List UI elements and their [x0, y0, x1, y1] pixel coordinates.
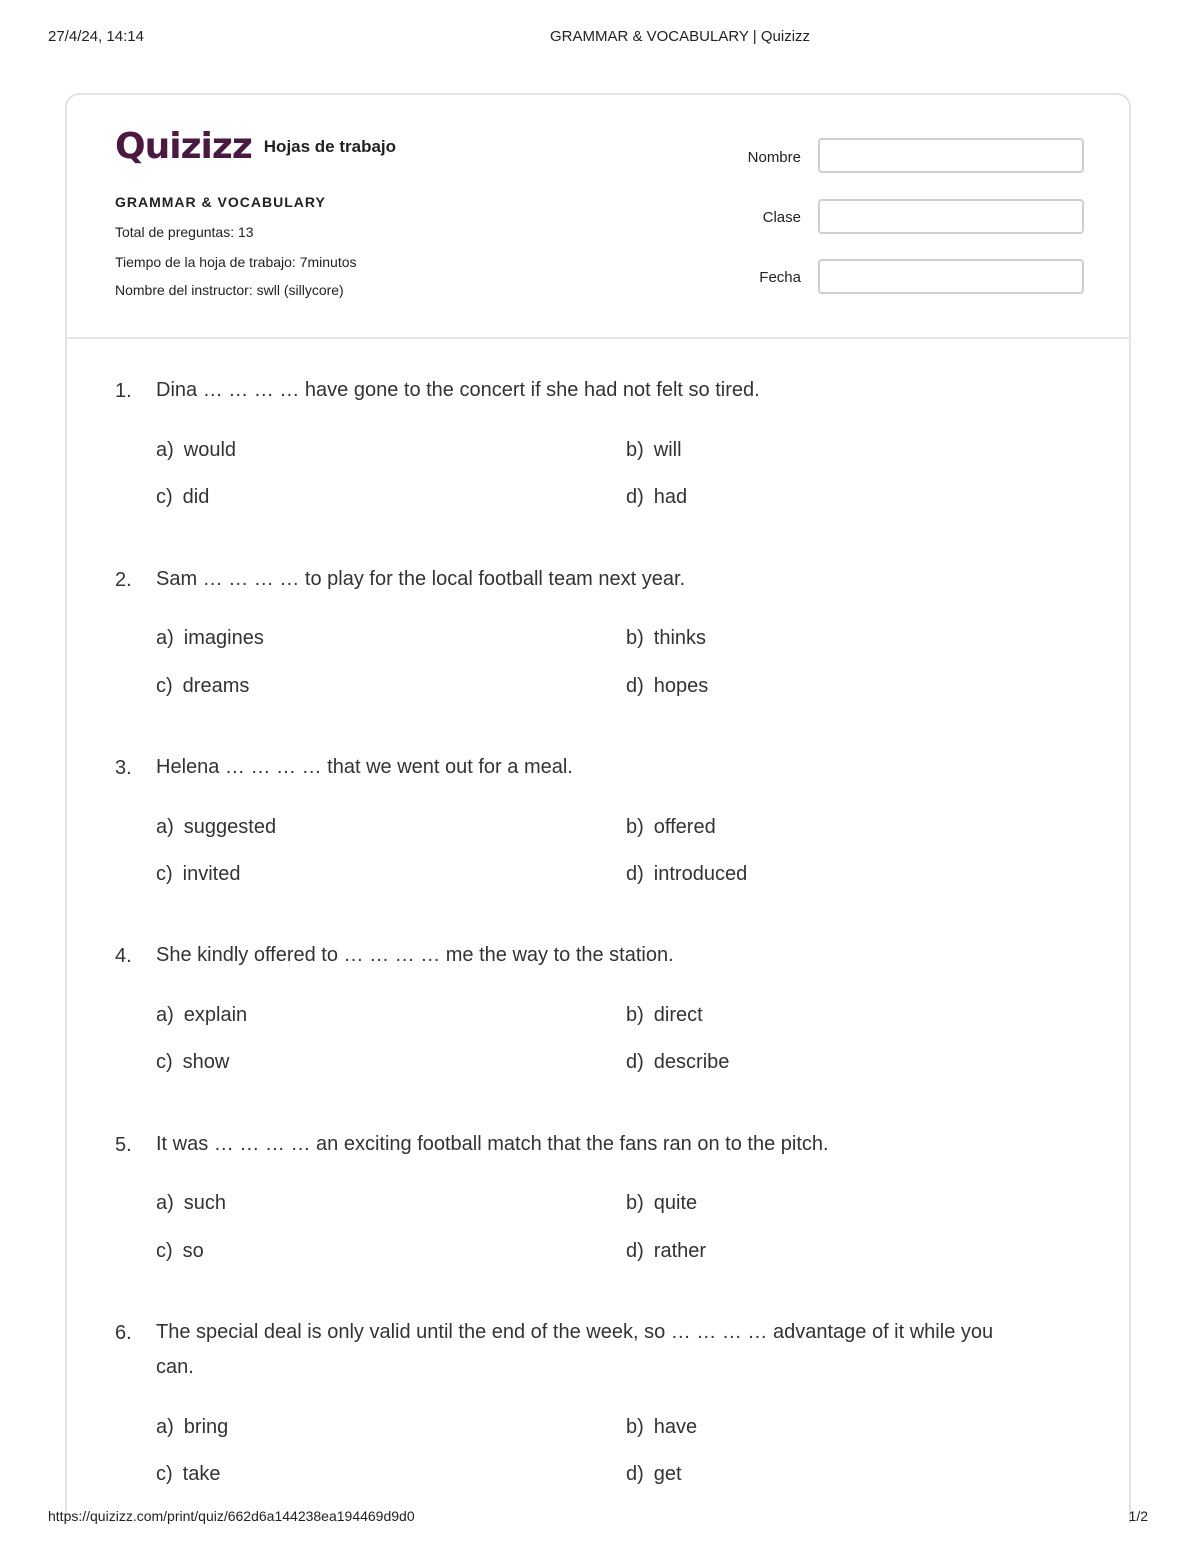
- option-c[interactable]: [156, 675, 249, 698]
- sheet-kind-label: Hojas de trabajo: [263, 137, 397, 156]
- option-letter: a): [156, 1004, 174, 1026]
- option-letter: c): [156, 1463, 173, 1485]
- option-b[interactable]: [626, 439, 682, 462]
- option-text: so: [182, 1240, 204, 1262]
- option-letter: b): [626, 816, 644, 838]
- option-b[interactable]: [626, 1004, 703, 1027]
- option-d[interactable]: [626, 675, 708, 698]
- option-letter: c): [156, 863, 173, 885]
- option-c[interactable]: [156, 1463, 220, 1486]
- class-field[interactable]: [818, 199, 1084, 234]
- option-a[interactable]: [156, 1004, 247, 1027]
- option-letter: c): [156, 1051, 173, 1073]
- option-letter: d): [626, 863, 644, 885]
- option-letter: b): [626, 439, 644, 461]
- print-header-datetime: 27/4/24, 14:14: [48, 28, 144, 45]
- name-field[interactable]: [818, 138, 1084, 173]
- print-footer-page: 1/2: [1128, 1508, 1148, 1524]
- option-a[interactable]: [156, 439, 236, 462]
- option-text: get: [653, 1463, 682, 1485]
- option-d[interactable]: [626, 1463, 682, 1486]
- question-number: 6.: [115, 1322, 132, 1344]
- option-b[interactable]: [626, 1192, 697, 1215]
- option-a[interactable]: [156, 627, 264, 650]
- instructor-name: Nombre del instructor: swll (sillycore): [115, 282, 344, 298]
- brand-row: [115, 126, 397, 167]
- option-c[interactable]: [156, 1051, 229, 1074]
- total-questions: Total de preguntas: 13: [115, 224, 254, 240]
- option-text: explain: [183, 1004, 248, 1026]
- option-text: did: [182, 486, 210, 508]
- date-label: Fecha: [759, 269, 801, 286]
- question-number: 1.: [115, 380, 132, 402]
- option-text: take: [182, 1463, 221, 1485]
- option-letter: c): [156, 486, 173, 508]
- option-c[interactable]: [156, 1240, 204, 1263]
- option-letter: d): [626, 1463, 644, 1485]
- option-d[interactable]: [626, 1051, 729, 1074]
- name-label: Nombre: [747, 149, 801, 166]
- date-field[interactable]: [818, 259, 1084, 294]
- option-letter: b): [626, 627, 644, 649]
- question-number: 3.: [115, 757, 132, 779]
- option-text: direct: [653, 1004, 703, 1026]
- option-text: would: [183, 439, 237, 461]
- option-text: introduced: [653, 863, 748, 885]
- option-text: imagines: [183, 627, 264, 649]
- option-text: hopes: [653, 675, 709, 697]
- option-letter: a): [156, 627, 174, 649]
- option-letter: a): [156, 439, 174, 461]
- option-d[interactable]: [626, 863, 747, 886]
- option-b[interactable]: [626, 816, 716, 839]
- worksheet-time: Tiempo de la hoja de trabajo: 7minutos: [115, 254, 357, 270]
- option-b[interactable]: [626, 1416, 697, 1439]
- print-footer-url: https://quizizz.com/print/quiz/662d6a144238ea194469d9d0: [48, 1508, 415, 1524]
- question-text: She kindly offered to … … … … me the way to the station.: [156, 944, 674, 966]
- option-c[interactable]: [156, 863, 240, 886]
- question-number: 4.: [115, 945, 132, 967]
- option-text: describe: [653, 1051, 730, 1073]
- option-letter: b): [626, 1004, 644, 1026]
- question-text: Helena … … … … that we went out for a meal.: [156, 756, 573, 778]
- quizizz-logo: Quizizz: [115, 126, 252, 167]
- option-letter: b): [626, 1416, 644, 1438]
- option-letter: c): [156, 1240, 173, 1262]
- question-text: It was … … … … an exciting football match that the fans ran on to the pitch.: [156, 1133, 829, 1155]
- option-text: rather: [653, 1240, 707, 1262]
- option-text: bring: [183, 1416, 229, 1438]
- question-text: Dina … … … … have gone to the concert if she had not felt so tired.: [156, 379, 760, 401]
- print-header-title: GRAMMAR & VOCABULARY | Quizizz: [549, 28, 811, 45]
- option-text: dreams: [182, 675, 250, 697]
- option-text: show: [182, 1051, 230, 1073]
- question-text: Sam … … … … to play for the local football team next year.: [156, 568, 686, 590]
- option-text: offered: [653, 816, 716, 838]
- option-a[interactable]: [156, 1416, 228, 1439]
- option-letter: d): [626, 675, 644, 697]
- option-letter: a): [156, 1416, 174, 1438]
- option-text: had: [653, 486, 688, 508]
- option-b[interactable]: [626, 627, 706, 650]
- class-label: Clase: [762, 209, 801, 226]
- option-letter: a): [156, 816, 174, 838]
- option-letter: d): [626, 1051, 644, 1073]
- option-letter: d): [626, 486, 644, 508]
- option-text: quite: [653, 1192, 698, 1214]
- quiz-title: GRAMMAR & VOCABULARY: [115, 194, 326, 210]
- option-letter: d): [626, 1240, 644, 1262]
- option-letter: b): [626, 1192, 644, 1214]
- option-a[interactable]: [156, 1192, 226, 1215]
- option-c[interactable]: [156, 486, 209, 509]
- option-letter: a): [156, 1192, 174, 1214]
- worksheet-header: [67, 95, 1129, 339]
- option-text: have: [653, 1416, 698, 1438]
- option-text: invited: [182, 863, 241, 885]
- option-text: suggested: [183, 816, 277, 838]
- option-d[interactable]: [626, 1240, 706, 1263]
- option-text: thinks: [653, 627, 707, 649]
- option-text: such: [183, 1192, 227, 1214]
- option-letter: c): [156, 675, 173, 697]
- question-text: The special deal is only valid until the end of the week, so … … … … advantage of it while you can.: [156, 1321, 994, 1378]
- worksheet: [65, 93, 1131, 1523]
- question-number: 5.: [115, 1134, 132, 1156]
- option-a[interactable]: [156, 816, 276, 839]
- question-number: 2.: [115, 569, 132, 591]
- option-text: will: [653, 439, 682, 461]
- option-d[interactable]: [626, 486, 687, 509]
